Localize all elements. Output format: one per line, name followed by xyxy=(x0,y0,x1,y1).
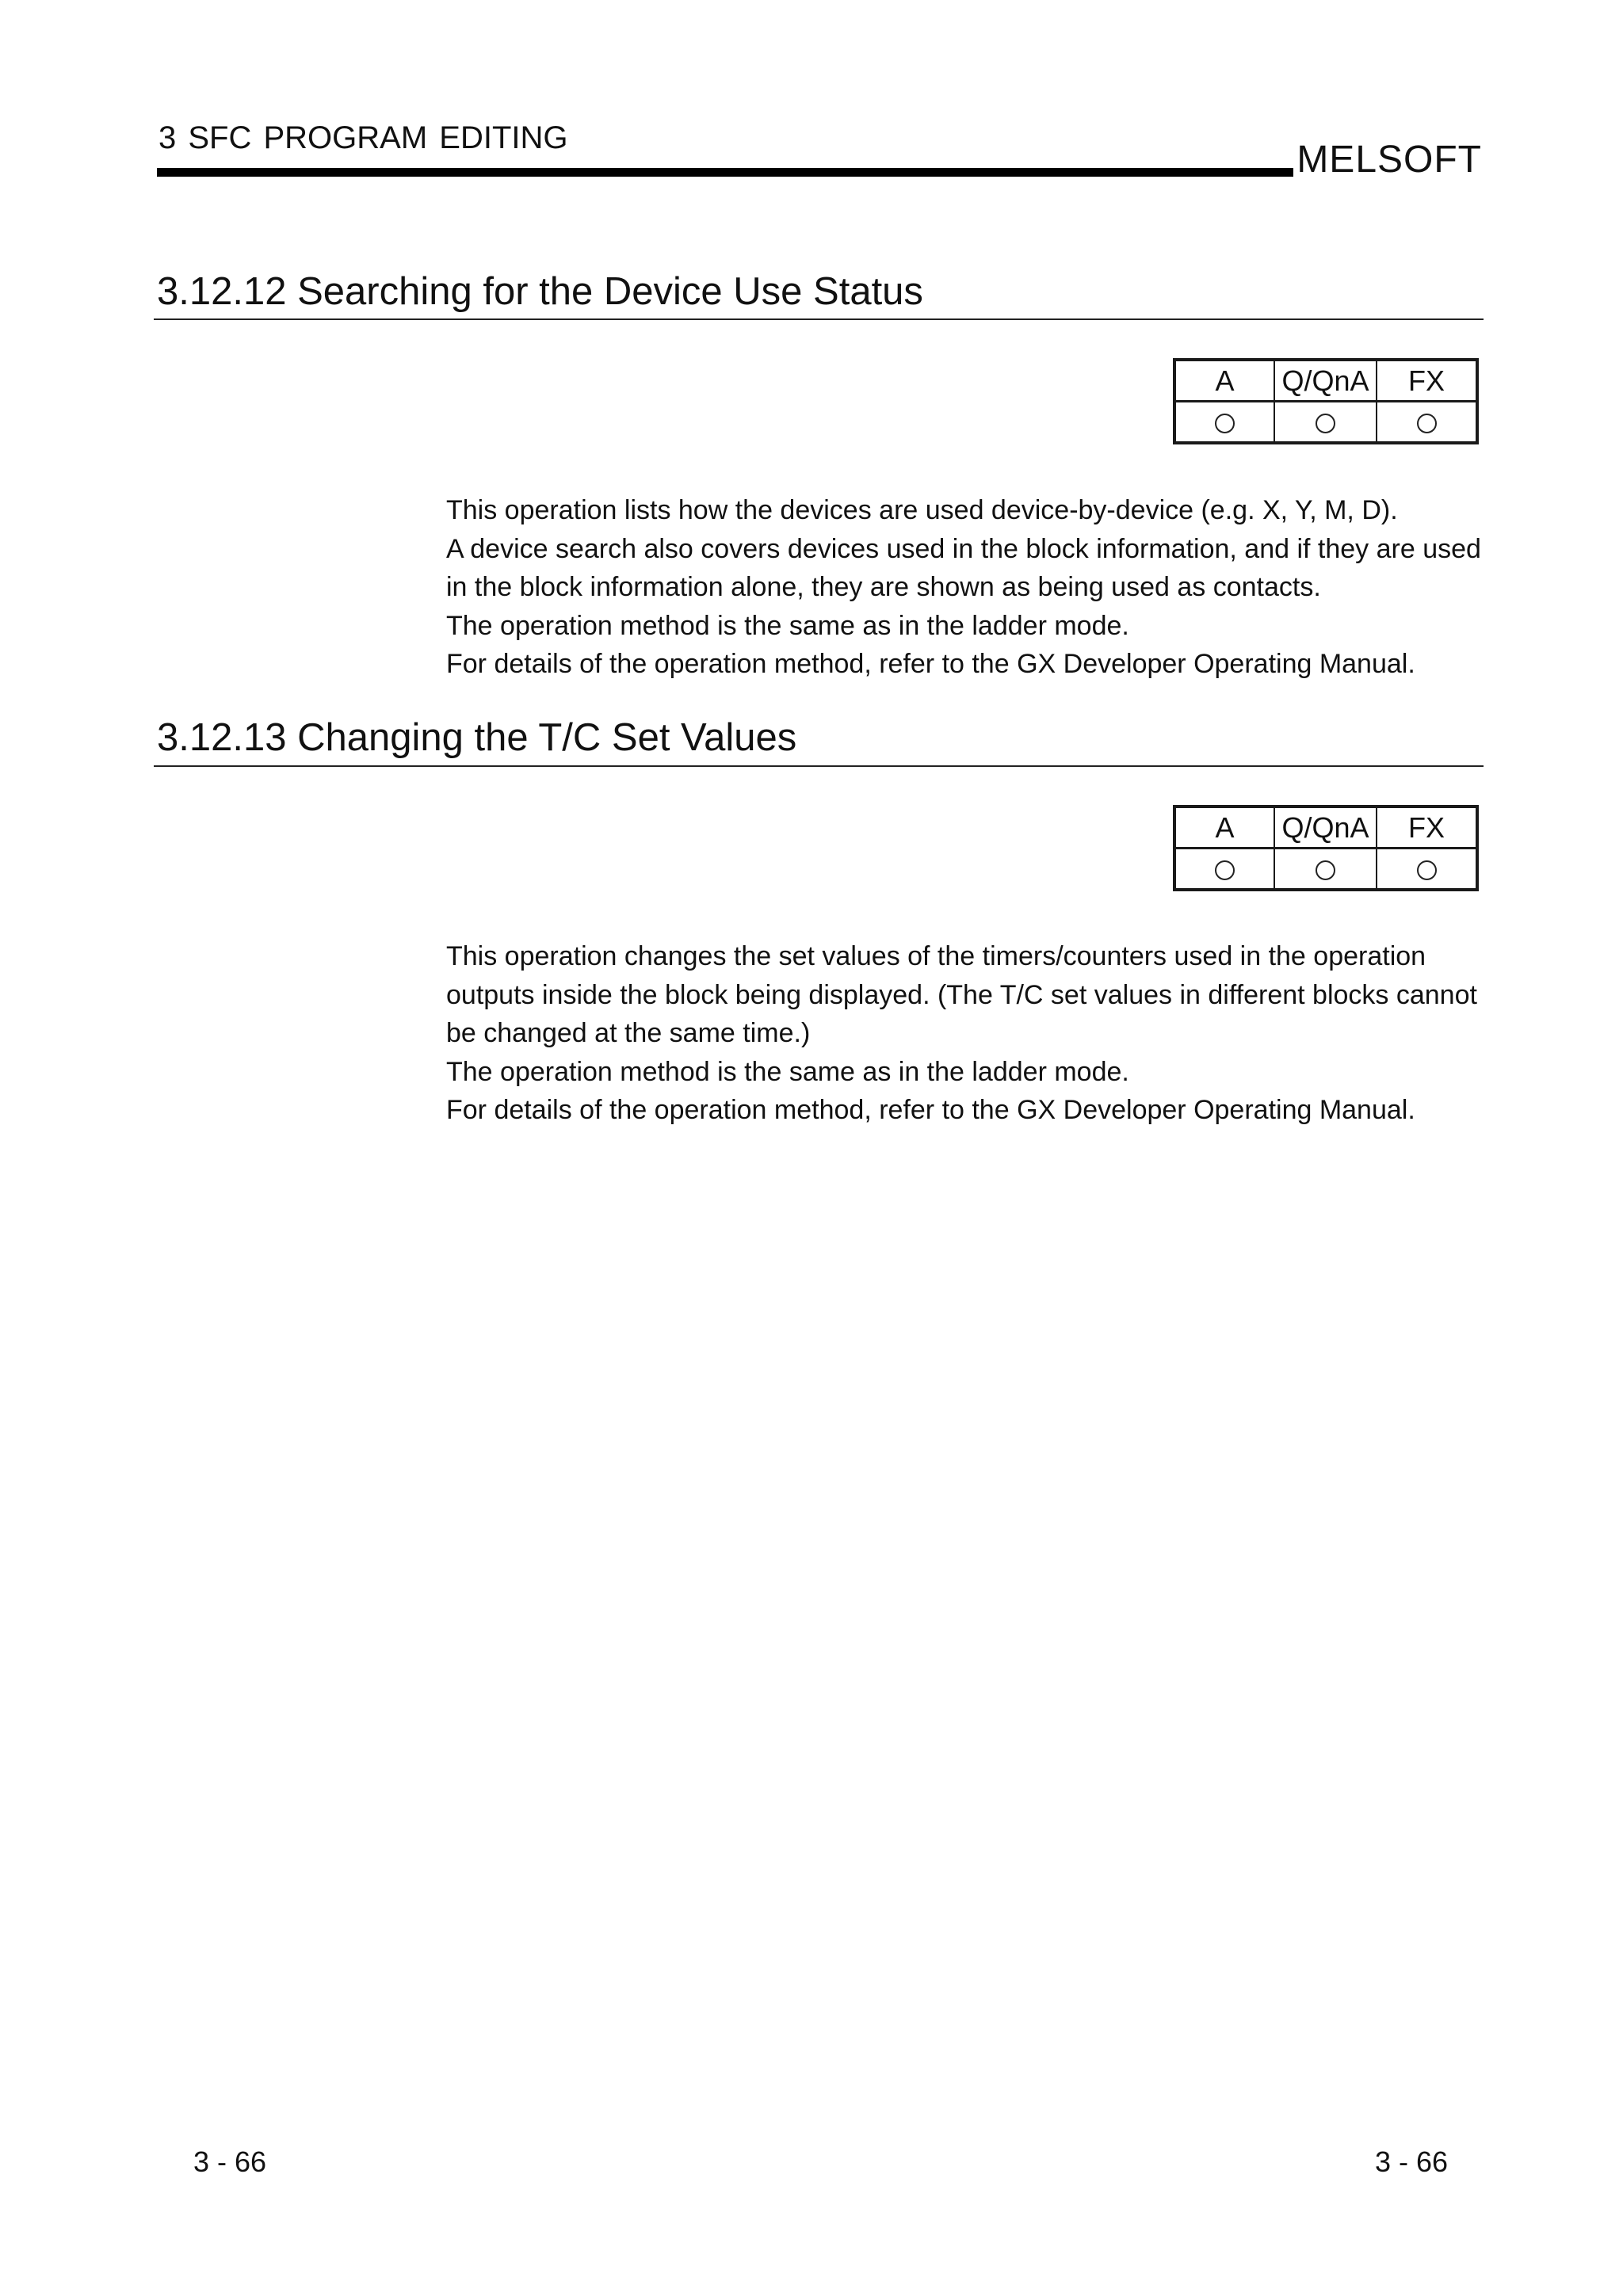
compatibility-mark-row xyxy=(1174,402,1477,444)
compat-col-fx: FX xyxy=(1377,807,1477,849)
supported-circle-icon xyxy=(1316,414,1335,433)
body-line: This operation lists how the devices are used device-by-device (e.g. X, Y, M, D). xyxy=(446,495,1398,525)
page-number-right: 3 - 66 xyxy=(1375,2145,1449,2178)
section-title-device-use-status: 3.12.12 Searching for the Device Use Status xyxy=(157,270,923,313)
brand-name: MELSOFT xyxy=(1296,139,1482,181)
compatibility-header-row xyxy=(1174,807,1477,849)
section-rule xyxy=(154,318,1484,320)
compatibility-table xyxy=(1173,805,1479,891)
section-rule xyxy=(154,765,1484,767)
supported-circle-icon xyxy=(1215,414,1235,433)
body-line: in the block information alone, they are shown as being used as contacts. xyxy=(446,572,1321,603)
chapter-header: 3 SFC PROGRAM EDITING xyxy=(158,120,568,155)
compatibility-table xyxy=(1173,358,1479,444)
supported-circle-icon xyxy=(1316,860,1335,880)
compatibility-mark-row xyxy=(1174,849,1477,891)
section-title-tc-set-values: 3.12.13 Changing the T/C Set Values xyxy=(157,716,797,759)
body-line: For details of the operation method, refer to the GX Developer Operating Manual. xyxy=(446,1095,1415,1126)
body-line: This operation changes the set values of the timers/counters used in the operation xyxy=(446,941,1426,971)
supported-circle-icon xyxy=(1417,860,1437,880)
compat-col-fx: FX xyxy=(1377,360,1477,402)
supported-circle-icon xyxy=(1417,414,1437,433)
section-body xyxy=(446,937,1492,1130)
compat-col-qqna: Q/QnA xyxy=(1274,807,1377,849)
compat-col-a: A xyxy=(1174,807,1274,849)
body-line: The operation method is the same as in the ladder mode. xyxy=(446,610,1129,641)
header-rule xyxy=(157,168,1293,177)
body-line: be changed at the same time.) xyxy=(446,1018,811,1049)
page-number-left: 3 - 66 xyxy=(193,2145,267,2178)
compat-col-qqna: Q/QnA xyxy=(1274,360,1377,402)
body-line: A device search also covers devices used in the block information, and if they are used xyxy=(446,533,1481,564)
compatibility-header-row xyxy=(1174,360,1477,402)
supported-circle-icon xyxy=(1215,860,1235,880)
body-line: For details of the operation method, refer to the GX Developer Operating Manual. xyxy=(446,649,1415,680)
section-body xyxy=(446,491,1492,684)
body-line: The operation method is the same as in the ladder mode. xyxy=(446,1056,1129,1087)
body-line: outputs inside the block being displayed. (The T/C set values in different blocks cannot xyxy=(446,979,1477,1010)
compat-col-a: A xyxy=(1174,360,1274,402)
